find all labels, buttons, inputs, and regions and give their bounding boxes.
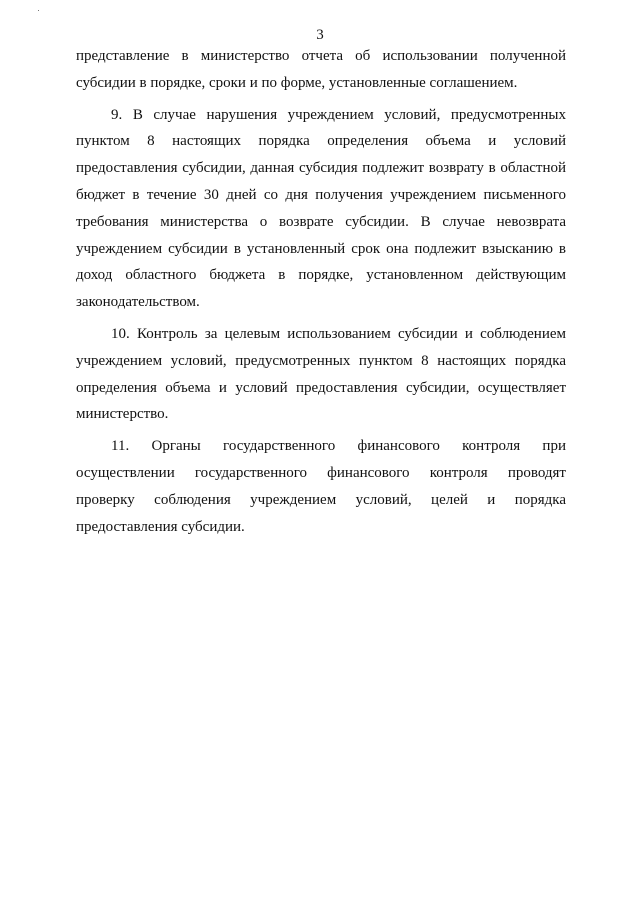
text-line: учреждением субсидии в установленный срок она подлежит взысканию в [76, 240, 566, 257]
paragraph-9 [76, 102, 566, 316]
text-line: доход областного бюджета в порядке, установленном действующим [76, 267, 566, 284]
text-line: субсидии в порядке, сроки и по форме, установленные соглашением. [76, 74, 518, 91]
scan-mark [38, 10, 39, 11]
text-line: пунктом 8 настоящих порядка определения объема и условий [76, 133, 566, 150]
document-body [76, 43, 566, 540]
text-line: законодательством. [76, 294, 200, 311]
paragraph-continuation [76, 43, 566, 97]
paragraph-10 [76, 321, 566, 428]
text-line: 11. Органы государственного финансового контроля при [111, 438, 566, 455]
text-line: бюджет в течение 30 дней со дня получения учреждением письменного [76, 186, 566, 203]
text-line: предоставления субсидии. [76, 518, 245, 535]
text-line: учреждением условий, предусмотренных пунктом 8 настоящих порядка [76, 352, 566, 369]
text-line: осуществлении государственного финансового контроля проводят [76, 464, 566, 481]
text-line: предоставления субсидии, данная субсидия подлежит возврату в областной [76, 160, 566, 177]
page-number: 3 [316, 27, 324, 43]
text-line: проверку соблюдения учреждением условий, целей и порядка [76, 491, 566, 508]
paragraph-11 [76, 433, 566, 540]
text-line: министерство. [76, 406, 169, 423]
text-line: определения объема и условий предоставления субсидии, осуществляет [76, 379, 566, 396]
text-line: представление в министерство отчета об использовании полученной [76, 48, 566, 64]
text-line: требования министерства о возврате субсидии. В случае невозврата [76, 213, 566, 230]
text-line: 9. В случае нарушения учреждением условий, предусмотренных [111, 106, 566, 123]
text-line: 10. Контроль за целевым использованием субсидии и соблюдением [111, 325, 566, 342]
